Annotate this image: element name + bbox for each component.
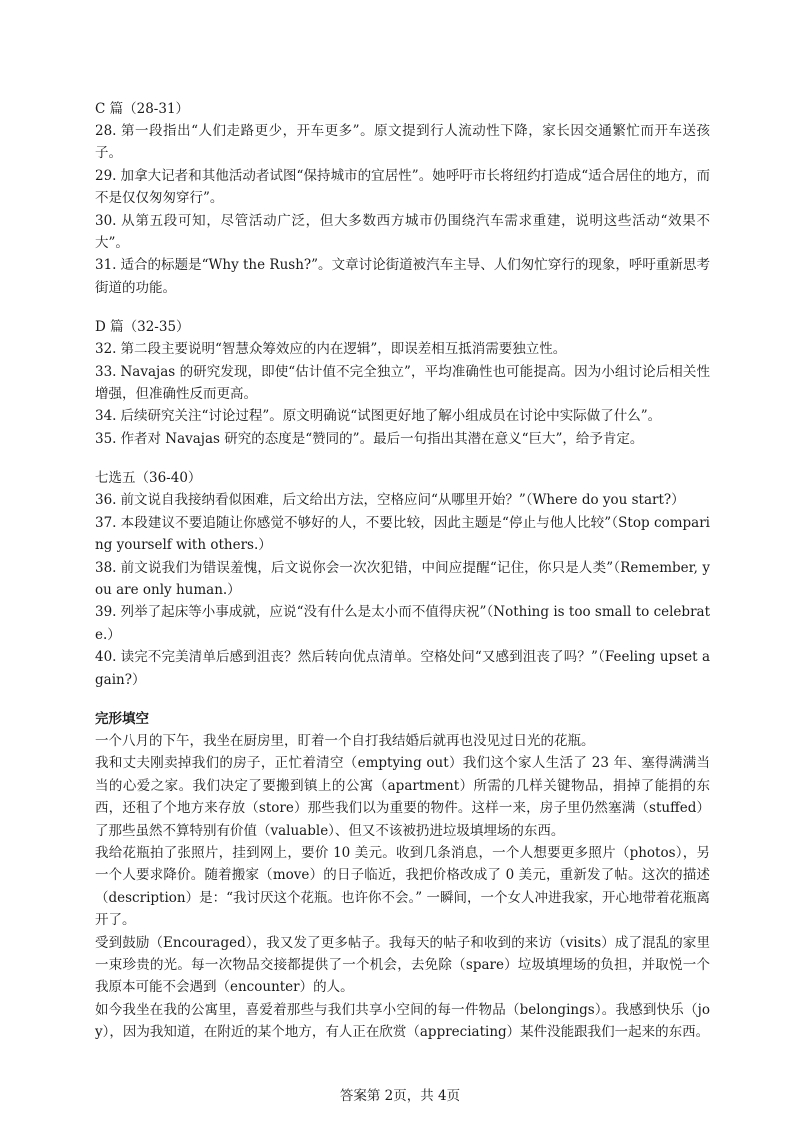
section-cloze — [95, 708, 710, 1044]
item-number: 37. — [95, 514, 117, 531]
cloze-paragraph: 受到鼓励（Encouraged），我又发了更多帖子。我每天的帖子和收到的来访（visits）成了混乱的家里一束珍贵的光。每一次物品交接都提供了一个机会，去免除（spare）垃圾填埋场的负担，并取悦一个我原本可能不会遇到（encounter）的人。 — [95, 934, 710, 996]
answer-item-38 — [95, 557, 710, 602]
cloze-paragraph: 我给花瓶拍了张照片，挂到网上，要价 10 美元。收到几条消息，一个人想要更多照片（photos），另一个人要求降价。随着搬家（move）的日子临近，我把价格改成了 0 美元，重新发了帖。这次的描述（description）是：“我讨厌这个花瓶。也许你不会。” 一瞬间，一个女人冲进我家，开心地带着花瓶离开了。 — [95, 844, 710, 929]
item-number: 31. — [95, 257, 117, 274]
section-d — [95, 316, 710, 450]
section-seven-choose-five — [95, 467, 710, 691]
page-footer: 答案第 2页，共 4页 — [339, 1088, 461, 1104]
item-text: 第一段指出“人们走路更少，开车更多”。原文提到行人流动性下降，家长因交通繁忙而开车送孩子。 — [95, 123, 710, 162]
item-text: 后续研究关注“讨论过程”。原文明确说“试图更好地了解小组成员在讨论中实际做了什么”。 — [120, 408, 662, 425]
answer-item-32 — [95, 338, 710, 360]
item-number: 33. — [95, 363, 117, 380]
answer-item-29 — [95, 165, 710, 210]
section-title: 七选五（36-40） — [95, 470, 202, 487]
answer-item-31 — [95, 254, 710, 299]
cloze-paragraph: 一个八月的下午，我坐在厨房里，盯着一个自打我结婚后就再也没见过日光的花瓶。 — [95, 732, 595, 749]
item-number: 36. — [95, 492, 117, 509]
section-title: C 篇（28-31） — [95, 101, 190, 117]
item-number: 32. — [95, 341, 117, 358]
item-text: 前文说自我接纳看似困难，后文给出方法，空格应问“从哪里开始？”（Where do you start?） — [120, 492, 685, 509]
answer-item-30 — [95, 210, 710, 255]
item-text: 适合的标题是“Why the Rush?”。文章讨论街道被汽车主导、人们匆忙穿行的现象，呼吁重新思考街道的功能。 — [95, 257, 710, 296]
item-text: 加拿大记者和其他活动者试图“保持城市的宜居性”。她呼吁市长将纽约打造成“适合居住的地方，而不是仅仅匆匆穿行”。 — [95, 167, 710, 207]
section-c — [95, 98, 710, 299]
cloze-paragraph: 如今我坐在我的公寓里，喜爱着那些与我们共享小空间的每一件物品（belongings）。我感到快乐（joy），因为我知道，在附近的某个地方，有人正在欣赏（appreciating）某件没能跟我们一起来的东西。 — [95, 1001, 710, 1041]
item-number: 30. — [95, 212, 117, 229]
answer-item-34 — [95, 405, 710, 427]
answer-item-28 — [95, 120, 710, 165]
item-number: 29. — [95, 167, 117, 184]
answer-item-39 — [95, 601, 710, 646]
item-text: 作者对 Navajas 研究的态度是“赞同的”。最后一句指出其潜在意义“巨大”，给予肯定。 — [120, 430, 644, 447]
answer-page — [95, 98, 710, 1061]
section-title: D 篇（32-35） — [95, 319, 190, 336]
item-text: 列举了起床等小事成就，应说“没有什么是太小而不值得庆祝”（Nothing is too small to celebrate.） — [95, 604, 710, 643]
answer-item-33 — [95, 361, 710, 406]
item-number: 35. — [95, 430, 117, 447]
item-number: 28. — [95, 123, 117, 139]
item-text: Navajas 的研究发现，即使“估计值不完全独立”，平均准确性也可能提高。因为小组讨论后相关性增强，但准确性反而更高。 — [95, 363, 710, 403]
cloze-paragraph: 我和丈夫刚卖掉我们的房子，正忙着清空（emptying out）我们这个家人生活了 23 年、塞得满满当当的心爱之家。我们决定了要搬到镇上的公寓（apartment）所需的几样关键物品，捐掉了能捐的东西，还租了个地方来存放（store）那些我们以为重要的物件。这样一来，房子里仍然塞满（stuffed）了那些虽然不算特别有价值（valuable）、但又不该被扔进垃圾填埋场的东西。 — [95, 755, 710, 839]
item-number: 40. — [95, 649, 117, 666]
answer-item-35 — [95, 428, 710, 450]
answer-item-40 — [95, 646, 710, 691]
item-text: 第二段主要说明“智慧众筹效应的内在逻辑”，即误差相互抵消需要独立性。 — [120, 341, 567, 358]
item-text: 读完不完美清单后感到沮丧？然后转向优点清单。空格处问“又感到沮丧了吗？”（Feeling upset again?） — [95, 649, 710, 688]
item-text: 前文说我们为错误羞愧，后文说你会一次次犯错，中间应提醒“记住，你只是人类”（Remember, you are only human.） — [95, 559, 710, 598]
item-number: 38. — [95, 559, 117, 576]
item-number: 39. — [95, 604, 117, 621]
section-title: 完形填空 — [95, 710, 149, 727]
answer-item-36 — [95, 489, 710, 511]
item-text: 从第五段可知，尽管活动广泛，但大多数西方城市仍围绕汽车需求重建，说明这些活动“效果不大”。 — [95, 212, 710, 252]
answer-item-37 — [95, 512, 710, 557]
item-number: 34. — [95, 408, 117, 425]
item-text: 本段建议不要追随让你感觉不够好的人，不要比较，因此主题是“停止与他人比较”（Stop comparing yourself with others.） — [95, 514, 710, 554]
